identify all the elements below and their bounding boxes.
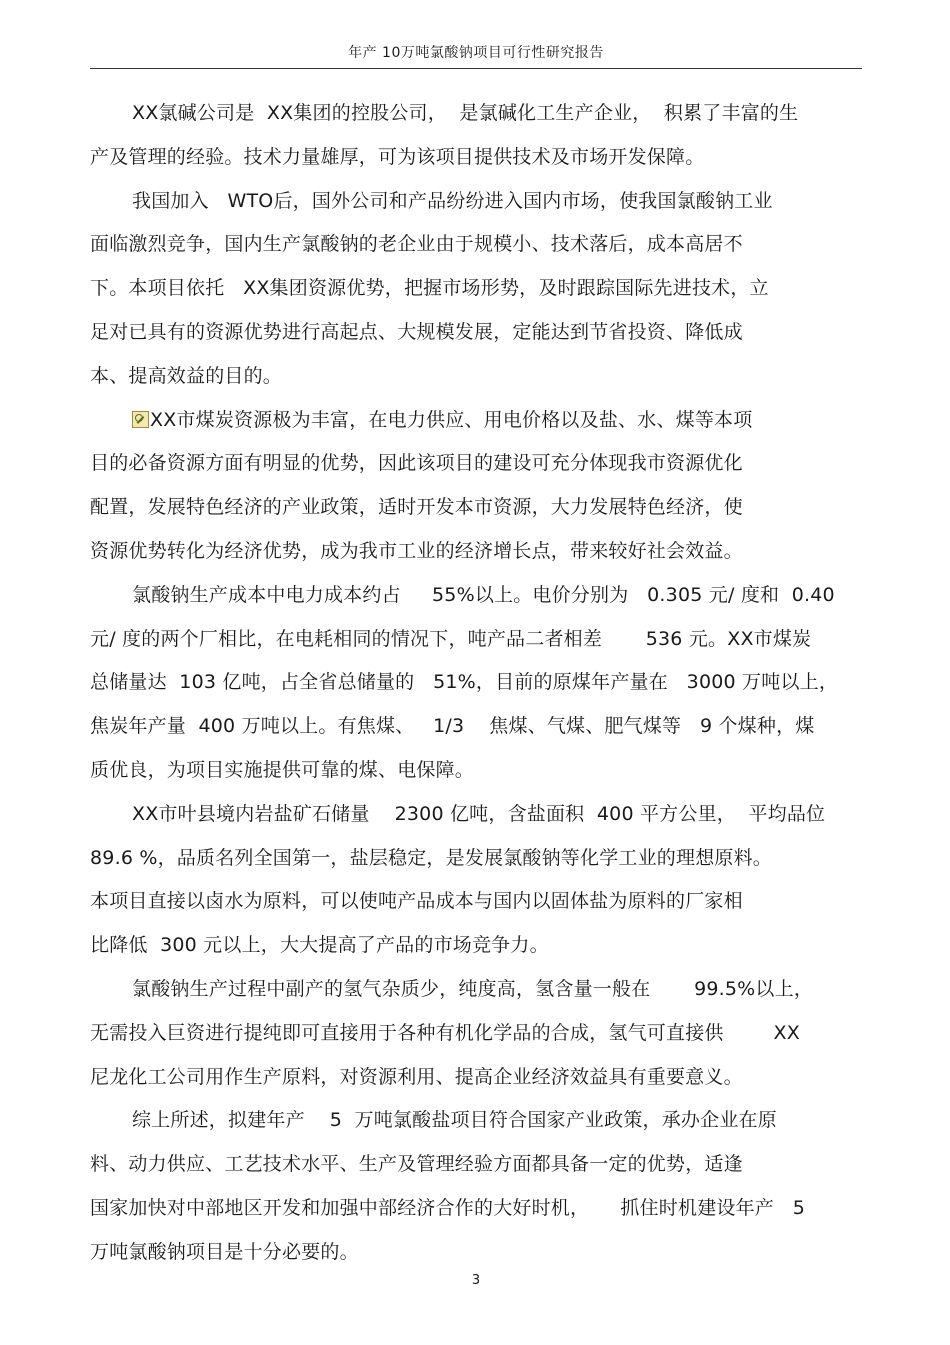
paragraph [90, 968, 862, 1099]
paragraph-line [90, 311, 862, 355]
line-text: XX市煤炭资源极为丰富，在电力供应、用电价格以及盐、水、煤等本项 [150, 408, 753, 431]
paragraph-line [90, 92, 862, 136]
paragraph-line [90, 1056, 862, 1100]
line-text: 产及管理的经验。技术力量雄厚，可为该项目提供技术及市场开发保障。 [90, 145, 705, 168]
paragraph-line [90, 267, 862, 311]
paragraph-line [90, 705, 862, 749]
paragraph-line [90, 180, 862, 224]
line-text: 元/ 度的两个厂相比，在电耗相同的情况下，吨产品二者相差 536 元。XX市煤炭 [90, 627, 812, 650]
paragraph-line [90, 661, 862, 705]
line-text: 质优良，为项目实施提供可靠的煤、电保障。 [90, 758, 475, 781]
line-text: 面临激烈竞争，国内生产氯酸钠的老企业由于规模小、技术落后，成本高居不 [90, 233, 743, 256]
paragraph-line [90, 399, 862, 443]
line-text: 配置，发展特色经济的产业政策，适时开发本市资源，大力发展特色经济，使 [90, 496, 743, 519]
line-text: 尼龙化工公司用作生产原料，对资源利用、提高企业经济效益具有重要意义。 [90, 1065, 743, 1088]
line-text: 国家加快对中部地区开发和加强中部经济合作的大好时机， 抓住时机建设年产 5 [90, 1196, 806, 1219]
paragraph-line [90, 1012, 862, 1056]
paragraph [90, 92, 862, 180]
paragraph-line [90, 1187, 862, 1231]
line-text: 料、动力供应、工艺技术水平、生产及管理经验方面都具备一定的优势，适逢 [90, 1153, 743, 1176]
paragraph-line [90, 136, 862, 180]
paragraph [90, 793, 862, 968]
paragraph-line [90, 749, 862, 793]
line-text: XX氯碱公司是 XX集团的控股公司， 是氯碱化工生产企业， 积累了丰富的生 [132, 102, 799, 124]
paragraph-line [90, 924, 862, 968]
paragraph-line [90, 223, 862, 267]
paragraph-line [90, 1231, 862, 1275]
paragraph-line [90, 486, 862, 530]
paragraph-line [90, 968, 862, 1012]
paragraph-line [90, 1143, 862, 1187]
paragraph-line [90, 618, 862, 662]
line-text: 氯酸钠生产过程中副产的氢气杂质少，纯度高，氢含量一般在 99.5%以上， [132, 977, 814, 1000]
line-text: 足对已具有的资源优势进行高起点、大规模发展，定能达到节省投资、降低成 [90, 320, 743, 343]
paragraph-line [90, 442, 862, 486]
paragraph-line [90, 574, 862, 618]
line-text: 万吨氯酸钠项目是十分必要的。 [90, 1240, 359, 1263]
paragraph-line [90, 355, 862, 399]
paragraph [90, 574, 862, 793]
paragraph-line [90, 793, 862, 837]
header-divider [90, 68, 862, 69]
line-text: 目的必备资源方面有明显的优势，因此该项目的建设可充分体现我市资源优化 [90, 452, 743, 475]
paragraph-line [90, 880, 862, 924]
line-text: 89.6 %，品质名列全国第一，盐层稳定，是发展氯酸钠等化学工业的理想原料。 [90, 846, 772, 869]
line-text: 资源优势转化为经济优势，成为我市工业的经济增长点，带来较好社会效益。 [90, 539, 743, 562]
line-text: 无需投入巨资进行提纯即可直接用于各种有机化学品的合成，氢气可直接供 XX [90, 1021, 800, 1044]
line-text: 氯酸钠生产成本中电力成本约占 55%以上。电价分别为 0.305 元/ 度和 0.40 [132, 583, 835, 606]
paragraph-line [90, 530, 862, 574]
line-text: XX市叶县境内岩盐矿石储量 2300 亿吨，含盐面积 400 平方公里， 平均品位 [132, 802, 826, 825]
paragraph [90, 399, 862, 574]
paragraph-line [90, 1099, 862, 1143]
page-number: 3 [471, 1273, 481, 1288]
line-text: 总储量达 103 亿吨，占全省总储量的 51%，目前的原煤年产量在 3000 万吨以上， [90, 671, 839, 694]
line-text: 下。本项目依托 XX集团资源优势，把握市场形势，及时跟踪国际先进技术，立 [90, 277, 769, 300]
note-icon[interactable] [132, 411, 149, 428]
line-text: 本、提高效益的目的。 [90, 364, 283, 387]
line-text: 我国加入 WTO后，国外公司和产品纷纷进入国内市场，使我国氯酸钠工业 [132, 189, 773, 212]
line-text: 焦炭年产量 400 万吨以上。有焦煤、 1/3 焦煤、气煤、肥气煤等 9 个煤种，煤 [90, 715, 815, 738]
paragraph [90, 1099, 862, 1274]
line-text: 比降低 300 元以上，大大提高了产品的市场竞争力。 [90, 934, 549, 957]
page-header-title: 年产 10万吨氯酸钠项目可行性研究报告 [348, 45, 604, 61]
paragraph-line [90, 837, 862, 881]
line-text: 综上所述，拟建年产 5 万吨氯酸盐项目符合国家产业政策，承办企业在原 [132, 1109, 777, 1132]
document-body [90, 92, 862, 1275]
line-text: 本项目直接以卤水为原料，可以使吨产品成本与国内以固体盐为原料的厂家相 [90, 890, 743, 913]
paragraph [90, 180, 862, 399]
